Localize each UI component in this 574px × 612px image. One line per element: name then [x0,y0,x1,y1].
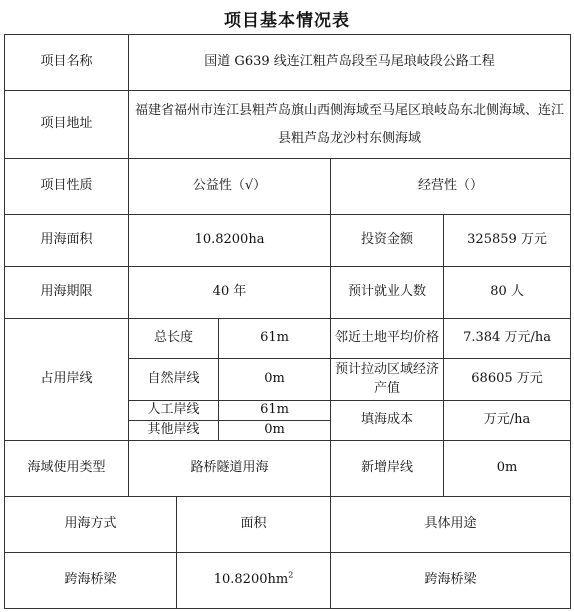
value-project-name: 国道 G639 线连江粗芦岛段至马尾琅岐段公路工程 [129,35,571,91]
header-specific-use: 具体用途 [331,497,571,553]
value-other-shoreline: 0m [219,421,331,441]
row-shoreline-total [5,319,571,359]
value-commercial-nature: 经营性（） [331,159,571,215]
value-sea-use-type: 路桥隧道用海 [129,441,331,497]
value-artificial-shoreline: 61m [219,401,331,421]
mode-area-number: 10.8200hm [213,572,289,588]
label-sea-area: 用海面积 [5,215,129,267]
label-project-nature: 项目性质 [5,159,129,215]
label-new-shoreline: 新增岸线 [331,441,444,497]
row-project-nature [5,159,571,215]
row-sea-use-type [5,441,571,497]
row-sea-area [5,215,571,267]
value-sea-area: 10.8200ha [129,215,331,267]
label-other-shoreline: 其他岸线 [129,421,219,441]
value-reclamation-cost: 万元/ha [444,401,571,441]
label-natural-shoreline: 自然岸线 [129,359,219,401]
page-title: 项目基本情况表 [224,11,350,31]
value-sea-term: 40 年 [129,267,331,319]
value-total-length: 61m [219,319,331,359]
value-jobs: 80 人 [444,267,571,319]
mode-area-unit-superscript: 2 [288,571,294,581]
label-sea-use-type: 海域使用类型 [5,441,129,497]
label-artificial-shoreline: 人工岸线 [129,401,219,421]
label-jobs: 预计就业人数 [331,267,444,319]
value-investment: 325859 万元 [444,215,571,267]
row-mode-cross-sea-bridge [5,553,571,609]
value-sea-use-mode: 跨海桥梁 [5,553,177,609]
value-economic-output: 68605 万元 [444,359,571,401]
project-info-table [4,34,571,609]
row-sea-term [5,267,571,319]
row-project-name [5,35,571,91]
header-sea-use-mode: 用海方式 [5,497,177,553]
label-shoreline: 占用岸线 [5,319,129,441]
label-reclamation-cost: 填海成本 [331,401,444,441]
label-land-price: 邻近土地平均价格 [331,319,444,359]
label-project-location: 项目地址 [5,91,129,159]
value-public-nature: 公益性（√） [129,159,331,215]
value-land-price: 7.384 万元/ha [444,319,571,359]
header-area: 面积 [177,497,331,553]
value-mode-area [177,553,331,609]
value-specific-use: 跨海桥梁 [331,553,571,609]
label-investment: 投资金额 [331,215,444,267]
label-total-length: 总长度 [129,319,219,359]
row-project-location [5,91,571,159]
value-project-location: 福建省福州市连江县粗芦岛旗山西侧海域至马尾区琅岐岛东北侧海域、连江县粗芦岛龙沙村东侧海域 [129,91,571,159]
value-natural-shoreline: 0m [219,359,331,401]
label-sea-term: 用海期限 [5,267,129,319]
value-new-shoreline: 0m [444,441,571,497]
label-project-name: 项目名称 [5,35,129,91]
label-economic-output: 预计拉动区域经济产值 [331,359,444,401]
row-mode-header [5,497,571,553]
